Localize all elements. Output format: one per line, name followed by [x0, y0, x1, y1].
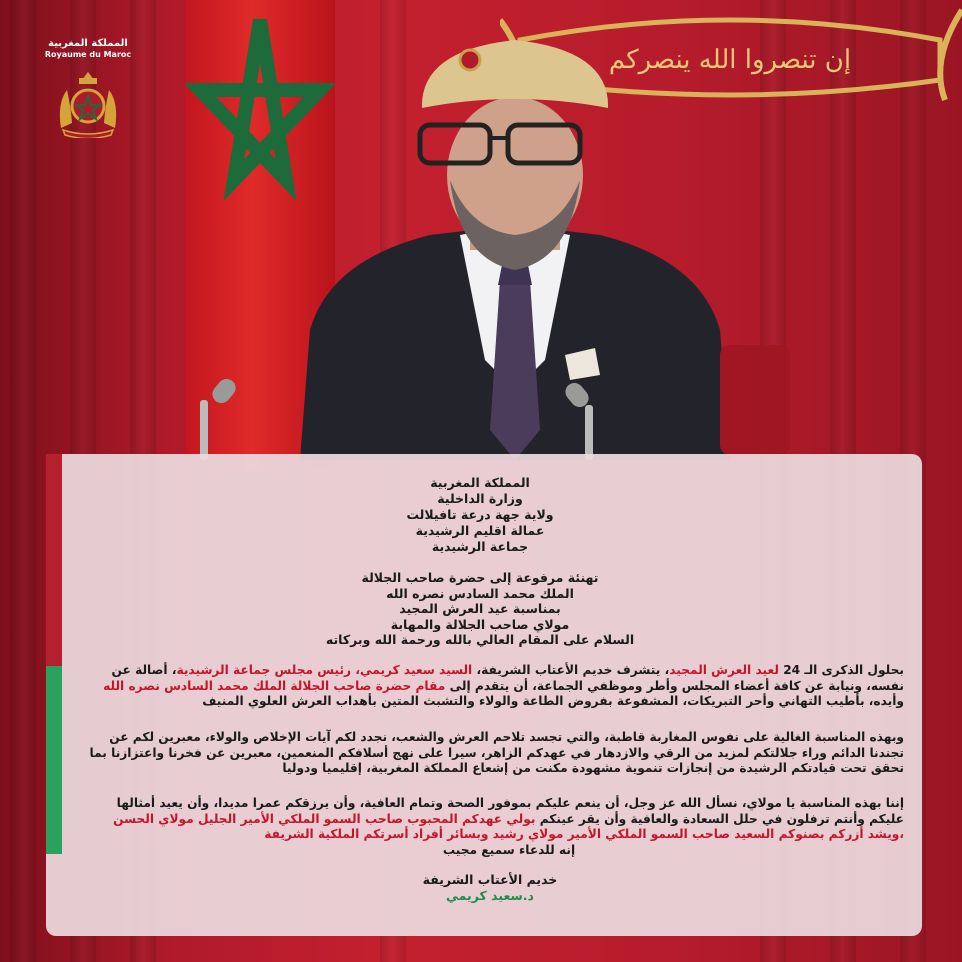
brand-name-ar: المملكة المغربية [48, 38, 128, 49]
message-line: الملك محمد السادس نصره الله [386, 585, 574, 601]
signature-name: د.سعيد كريمي [446, 888, 534, 903]
highlight-majesty: مقام حضرة صاحب الجلالة الملك محمد السادس نصره الله [103, 678, 446, 693]
message-line: بمناسبة عيد العرش المجيد [399, 601, 561, 616]
paragraph-line: وأيده، بأطيب التهاني وأحر التبريكات، المشفوعة بفروض الطاعة والولاء والتشبث المتين بأهداب العرش العلوي المنيف [202, 694, 904, 708]
text-span: عليكم وأنتم ترفلون في حلل السعادة والعافية وأن يقر عينكم [535, 811, 904, 826]
banner-text: إن تنصروا الله ينصركم [608, 45, 852, 75]
paragraph-line: تجندنا الدائم وراء جلالتكم لمزيد من الرقي والازدهار في عهدكم الزاهر، سيرا على نهج أسلافكم المنعمين، معبرين عن فخرنا واعتزازنا بما [89, 745, 904, 760]
paragraph-line: إنه للدعاء سميع مجيب [442, 842, 576, 857]
paragraph-1 [103, 663, 904, 710]
brand-name-fr: Royaume du Maroc [44, 50, 132, 59]
header-line: عمالة اقليم الرشيدية [415, 523, 545, 538]
signature-title: خديم الأعتاب الشريفة [422, 872, 558, 887]
highlight-throne-day: لعيد العرش المجيد [669, 663, 779, 677]
header-line: ولاية جهة درعة تافيلالت [406, 507, 554, 522]
paragraph-line [111, 663, 904, 679]
paragraph-line: إننا بهذه المناسبة يا مولاي، نسأل الله عز وجل، أن ينعم عليكم بموفور الصحة وتمام العافية، وأن يرزقكم عمرا مديدا، وأن يعيد أمثالها [116, 796, 904, 810]
text-span: ، أصالة عن [111, 663, 177, 677]
text-span: نفسه، ونيابة عن كافة أعضاء المجلس وأطر وموظفي الجماعة، أن يتقدم إلى [445, 678, 904, 693]
microphone-left [200, 400, 208, 460]
microphone-right [585, 405, 593, 460]
kingdom-brand [40, 38, 136, 60]
paragraph-3 [114, 796, 904, 858]
signature-block [380, 872, 600, 904]
highlight-council-president: السيد سعيد كريمي، رئيس مجلس جماعة الرشيدية [176, 663, 473, 677]
header-line: جماعة الرشيدية [431, 539, 529, 554]
paragraph-line [114, 812, 904, 828]
paragraph-2 [89, 730, 904, 777]
official-header [360, 475, 600, 555]
message-line: تهنئة مرفوعة إلى حضرة صاحب الجلالة [361, 570, 599, 585]
king-portrait [290, 30, 740, 460]
header-line: المملكة المغربية [430, 475, 530, 490]
message-line: السلام على المقام العالي بالله ورحمة الله وبركاته [325, 632, 635, 647]
paragraph-line: وبهذه المناسبة الغالية على نفوس المغاربة قاطبة، والتي تجسد تلاحم العرش والشعب، نجدد لكم آيات الإخلاص والولاء، معبرين لكم عن [109, 730, 904, 744]
royal-emblem-icon [53, 68, 123, 138]
card-accent-green [46, 666, 62, 854]
message-line: مولاي صاحب الجلالة والمهابة [390, 616, 570, 632]
text-span: ، يتشرف خديم الأعتاب الشريفة، [472, 663, 670, 677]
text-span: بحلول الذكرى الـ 24 [778, 663, 904, 677]
card-accent-red [46, 454, 62, 666]
header-line: وزارة الداخلية [437, 491, 523, 506]
paragraph-line: ،ويشد أزركم بصنوكم السعيد صاحب السمو الملكي الأمير مولاي رشيد وبسائر أفراد أسرتكم الملكية الشريفة [264, 827, 904, 841]
paragraph-line [103, 678, 904, 695]
highlight-crown-prince: بولي عهدكم المحبوب صاحب السمو الملكي الأمير الجليل مولاي الحسن [113, 811, 536, 826]
red-chair [720, 345, 790, 455]
paragraph-line: تحقق تحت قيادتكم الرشيدة من إنجازات تنموية مشهودة مكنت من إشعاع المملكة المغربية، إقليميا ودوليا [282, 761, 904, 775]
congratulation-title [290, 570, 670, 648]
